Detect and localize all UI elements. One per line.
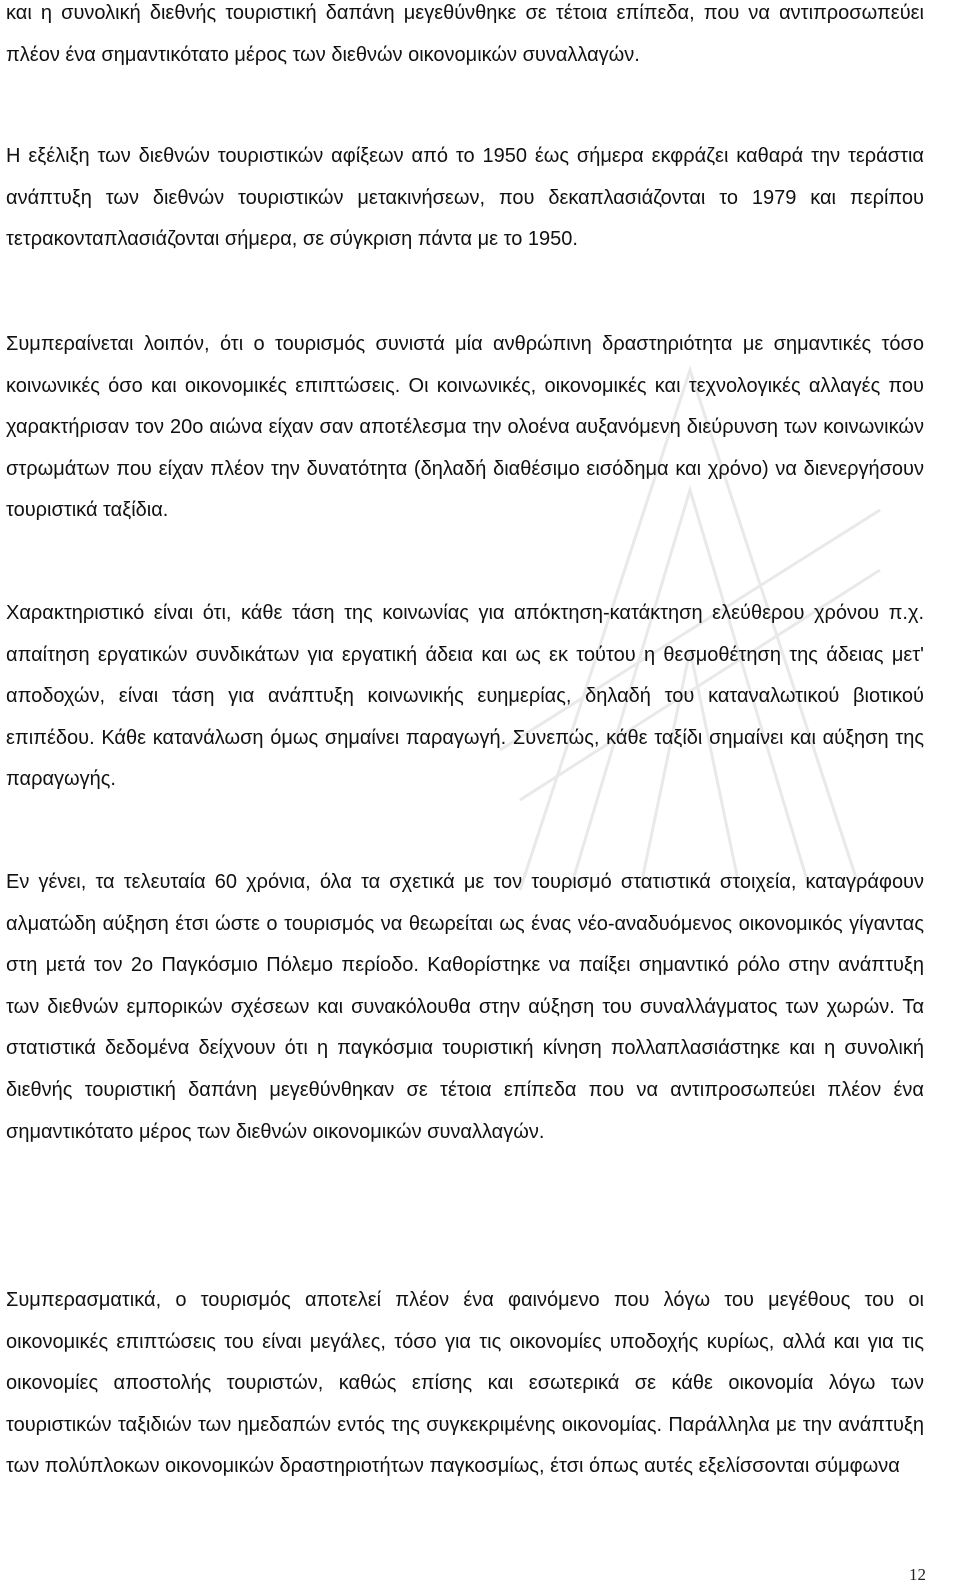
page-number: 12 <box>909 1565 926 1584</box>
paragraph-5: Εν γένει, τα τελευταία 60 χρόνια, όλα τα σχετικά με τον τουρισμό στατιστικά στοιχεία, καταγράφουν αλματώδη αύξηση έτσι ώστε ο τουρισμός να θεωρείται ως ένας νέο-αναδυόμενος οικονομικός γίγαντας στη μετά τον 2ο Παγκόσμιο Πόλεμο περίοδο. Καθορίστηκε να παίξει σημαντικό ρόλο στην ανάπτυξη των διεθνών εμπορικών σχέσεων και συνακόλουθα στην αύξηση του συναλλάγματος των χωρών. Τα στατιστικά δεδομένα δείχνουν ότι η παγκόσμια τουριστική κίνηση πολλαπλασιάστηκε και η συνολική διεθνής τουριστική δαπάνη μεγεθύνθηκαν σε τέτοια επίπεδα που να αντιπροσωπεύει πλέον ένα σημαντικότατο μέρος των διεθνών οικονομικών συναλλαγών. <box>6 871 924 1143</box>
paragraph-2: Η εξέλιξη των διεθνών τουριστικών αφίξεων από το 1950 έως σήμερα εκφράζει καθαρά την τεράστια ανάπτυξη των διεθνών τουριστικών μετακινήσεων, που δεκαπλασιάζονται το 1979 και περίπου τετρακονταπλασιάζονται σήμερα, σε σύγκριση πάντα με το 1950. <box>6 145 924 251</box>
paragraph-3: Συμπεραίνεται λοιπόν, ότι ο τουρισμός συνιστά μία ανθρώπινη δραστηριότητα με σημαντικές τόσο κοινωνικές όσο και οικονομικές επιπτώσεις. Οι κοινωνικές, οικονομικές και τεχνολογικές αλλαγές που χαρακτήρισαν τον 20ο αιώνα είχαν σαν αποτέλεσμα την ολοένα αυξανόμενη διεύρυνση των κοινωνικών στρωμάτων που είχαν πλέον την δυνατότητα (δηλαδή διαθέσιμο εισόδημα και χρόνο) να διενεργήσουν τουριστικά ταξίδια. <box>6 333 924 522</box>
paragraph-4: Χαρακτηριστικό είναι ότι, κάθε τάση της κοινωνίας για απόκτηση-κατάκτηση ελεύθερου χρόνου π.χ. απαίτηση εργατικών συνδικάτων για εργατική άδεια και ως εκ τούτου η θεσμοθέτηση της άδειας μετ' αποδοχών, είναι τάση για ανάπτυξη κοινωνικής ευημερίας, δηλαδή του καταναλωτικού βιοτικού επιπέδου. Κάθε κατανάλωση όμως σημαίνει παραγωγή. Συνεπώς, κάθε ταξίδι σημαίνει και αύξηση της παραγωγής. <box>6 602 924 791</box>
paragraph-6: Συμπερασματικά, ο τουρισμός αποτελεί πλέον ένα φαινόμενο που λόγω του μεγέθους του οι οικονομικές επιπτώσεις του είναι μεγάλες, τόσο για τις οικονομίες υποδοχής κυρίως, αλλά και για τις οικονομίες αποστολής τουριστών, καθώς επίσης και εσωτερικά σε κάθε οικονομία λόγω των τουριστικών ταξιδιών των ημεδαπών εντός της συγκεκριμένης οικονομίας. Παράλληλα με την ανάπτυξη των πολύπλοκων οικονομικών δραστηριοτήτων παγκοσμίως, έτσι όπως αυτές εξελίσσονται σύμφωνα <box>6 1289 924 1478</box>
paragraph-1: και η συνολική διεθνής τουριστική δαπάνη μεγεθύνθηκε σε τέτοια επίπεδα, που να αντιπροσωπεύει πλέον ένα σημαντικότατο μέρος των διεθνών οικονομικών συναλλαγών. <box>6 2 924 66</box>
